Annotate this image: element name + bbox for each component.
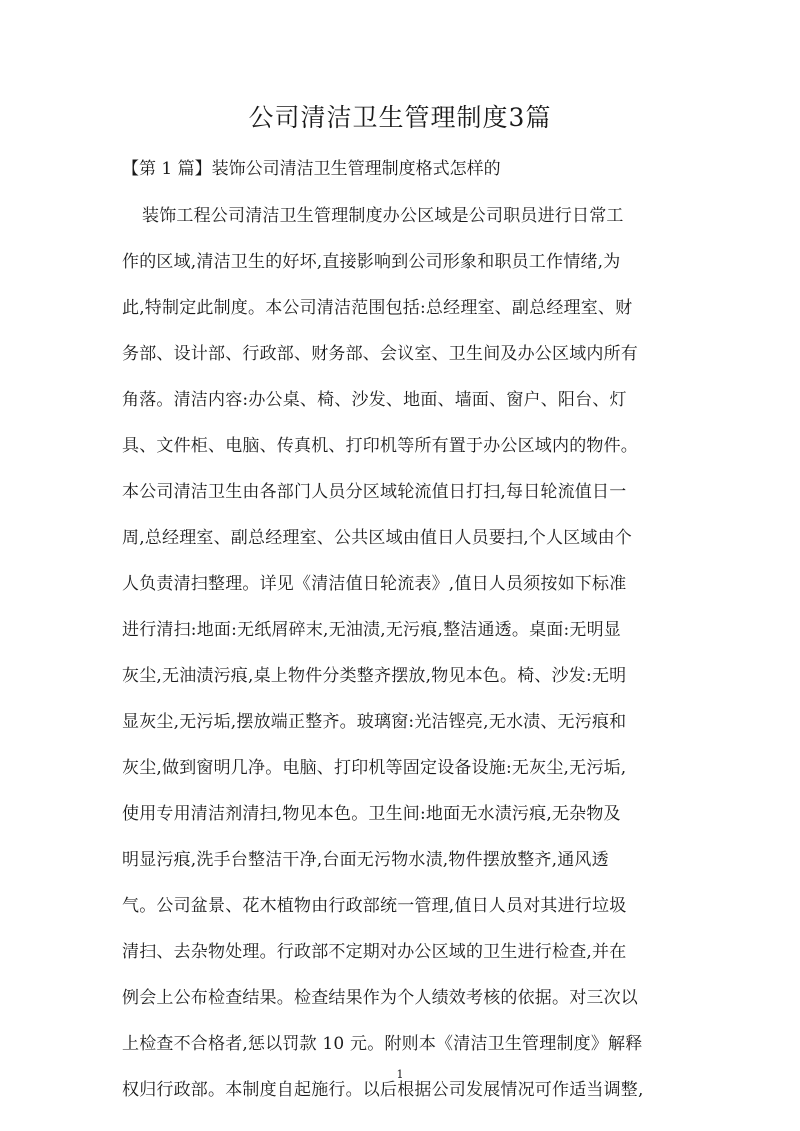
body-line: 清扫、去杂物处理。行政部不定期对办公区域的卫生进行检查,并在 — [122, 942, 627, 962]
body-line: 具、文件柜、电脑、传真机、打印机等所有置于办公区域内的物件。 — [122, 436, 638, 456]
body-text — [122, 202, 702, 1122]
body-line: 本公司清洁卫生由各部门人员分区域轮流值日打扫,每日轮流值日一 — [122, 482, 627, 502]
body-line: 气。公司盆景、花木植物由行政部统一管理,值日人员对其进行垃圾 — [122, 896, 627, 916]
body-line: 上检查不合格者,惩以罚款 10 元。附则本《清洁卫生管理制度》解释 — [122, 1034, 643, 1054]
body-line: 此,特制定此制度。本公司清洁范围包括:总经理室、副总经理室、财 — [122, 298, 633, 318]
body-line: 作的区域,清洁卫生的好坏,直接影响到公司形象和职员工作情绪,为 — [122, 252, 621, 272]
body-line: 装饰工程公司清洁卫生管理制度办公区域是公司职员进行日常工 — [142, 206, 624, 226]
body-line: 权归行政部。本制度自起施行。以后根据公司发展情况可作适当调整, — [122, 1080, 644, 1100]
page-number: 1 — [396, 1068, 404, 1081]
body-line: 周,总经理室、副总经理室、公共区域由值日人员要扫,个人区域由个 — [122, 528, 633, 548]
body-line: 例会上公布检查结果。检查结果作为个人绩效考核的依据。对三次以 — [122, 988, 638, 1008]
document-title: 公司清洁卫生管理制度3篇 — [248, 103, 552, 132]
body-line: 显灰尘,无污垢,摆放端正整齐。玻璃窗:光洁铿亮,无水渍、无污痕和 — [122, 712, 627, 732]
body-line: 务部、设计部、行政部、财务部、会议室、卫生间及办公区域内所有 — [122, 344, 638, 364]
body-line: 人负责清扫整理。详见《清洁值日轮流表》,值日人员须按如下标准 — [122, 574, 627, 594]
body-line: 灰尘,无油渍污痕,桌上物件分类整齐摆放,物见本色。椅、沙发:无明 — [122, 666, 627, 686]
body-line: 明显污痕,洗手台整洁干净,台面无污物水渍,物件摆放整齐,通风透 — [122, 850, 609, 870]
body-line: 使用专用清洁剂清扫,物见本色。卫生间:地面无水渍污痕,无杂物及 — [122, 804, 621, 824]
body-line: 角落。清洁内容:办公桌、椅、沙发、地面、墙面、窗户、阳台、灯 — [122, 390, 627, 410]
body-line: 灰尘,做到窗明几净。电脑、打印机等固定设备设施:无灰尘,无污垢, — [122, 758, 627, 778]
body-line: 进行清扫:地面:无纸屑碎末,无油渍,无污痕,整洁通透。桌面:无明显 — [122, 620, 621, 640]
section-heading: 【第 1 篇】装饰公司清洁卫生管理制度格式怎样的 — [122, 159, 501, 179]
